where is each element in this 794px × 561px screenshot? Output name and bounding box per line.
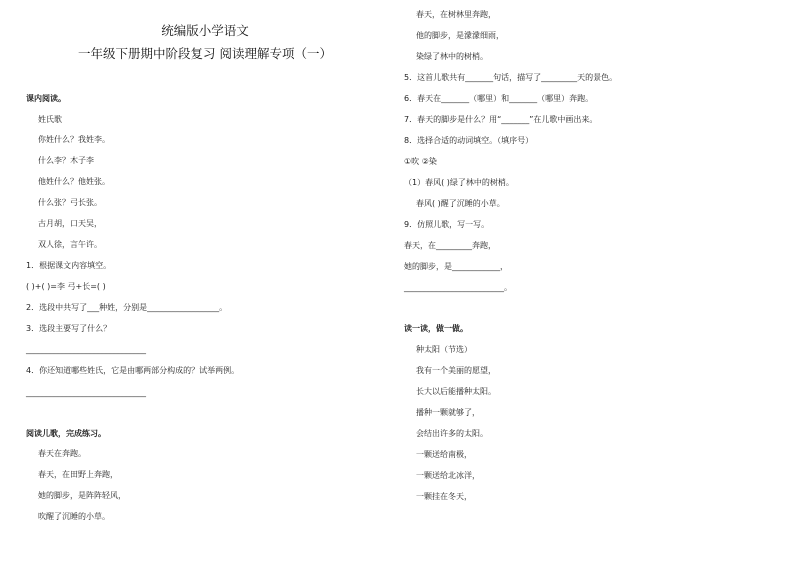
section-heading-3: 读一读，做一做。 — [404, 324, 468, 333]
question-8-item-2: 春风( )醒了沉睡的小草。 — [416, 199, 505, 208]
page-subtitle: 一年级下册期中阶段复习 阅读理解专项（一） — [78, 46, 332, 61]
question-6: 6．春天在_______（哪里）和_______（哪里）奔跑。 — [404, 94, 594, 103]
poem-line: 一颗挂在冬天， — [416, 492, 472, 501]
poem-line: 古月胡，口天吴， — [38, 219, 102, 228]
question-9-line-1: 春天，在_________奔跑， — [404, 241, 496, 250]
page-title: 统编版小学语文 — [161, 23, 249, 38]
question-2: 2．选段中共写了___种姓，分别是__________________。 — [26, 303, 228, 312]
question-8-item-1: （1）春风( )绿了林中的树梢。 — [404, 178, 514, 187]
question-5: 5．这首儿歌共有_______句话，描写了_________天的景色。 — [404, 73, 618, 82]
song-line: 春天，在树林里奔跑， — [416, 10, 496, 19]
poem-line: 他姓什么？他姓张。 — [38, 177, 110, 186]
question-3: 3．选段主要写了什么？ — [26, 324, 112, 333]
song-line: 春天，在田野上奔跑， — [38, 470, 118, 479]
poem-line: 长大以后能播种太阳。 — [416, 387, 496, 396]
song-line: 他的脚步，是濛濛细雨， — [416, 31, 504, 40]
poem-line: 双人徐，言午许。 — [38, 240, 102, 249]
poem-line: 播种一颗就够了， — [416, 408, 480, 417]
song-line: 她的脚步，是阵阵轻风， — [38, 491, 126, 500]
question-8: 8．选择合适的动词填空。（填序号） — [404, 136, 534, 145]
question-4: 4．你还知道哪些姓氏，它是由哪两部分构成的？试举两例。 — [26, 366, 240, 375]
song-line: 吹醒了沉睡的小草。 — [38, 512, 110, 521]
question-9-line-3: _________________________。 — [404, 283, 512, 292]
poem-title: 姓氏歌 — [38, 115, 62, 124]
question-3-answer-line: ______________________________ — [26, 345, 146, 354]
section-heading-2: 阅读儿歌，完成练习。 — [26, 429, 106, 438]
question-9: 9．仿照儿歌，写一写。 — [404, 220, 490, 229]
poem-line: 一颗送给北冰洋， — [416, 471, 480, 480]
section-heading-1: 课内阅读。 — [26, 94, 66, 103]
question-1: 1．根据课文内容填空。 — [26, 261, 112, 270]
song-line: 染绿了林中的树梢。 — [416, 52, 488, 61]
poem-line: 我有一个美丽的愿望， — [416, 366, 496, 375]
question-8-options: ①吹 ②染 — [404, 157, 437, 166]
question-1-blanks: ( )+( )=李 弓+长=( ) — [26, 282, 106, 291]
poem-line: 会结出许多的太阳。 — [416, 429, 488, 438]
poem-line: 你姓什么？我姓李。 — [38, 135, 110, 144]
poem-title: 种太阳（节选） — [416, 345, 472, 354]
song-line: 春天在奔跑。 — [38, 449, 86, 458]
poem-line: 什么张？弓长张。 — [38, 198, 102, 207]
poem-line: 什么李？木子李 — [38, 156, 94, 165]
question-7: 7．春天的脚步是什么？用“_______”在儿歌中画出来。 — [404, 115, 598, 124]
poem-line: 一颗送给南极， — [416, 450, 472, 459]
question-9-line-2: 她的脚步，是____________， — [404, 262, 508, 271]
question-4-answer-line: ______________________________ — [26, 388, 146, 397]
